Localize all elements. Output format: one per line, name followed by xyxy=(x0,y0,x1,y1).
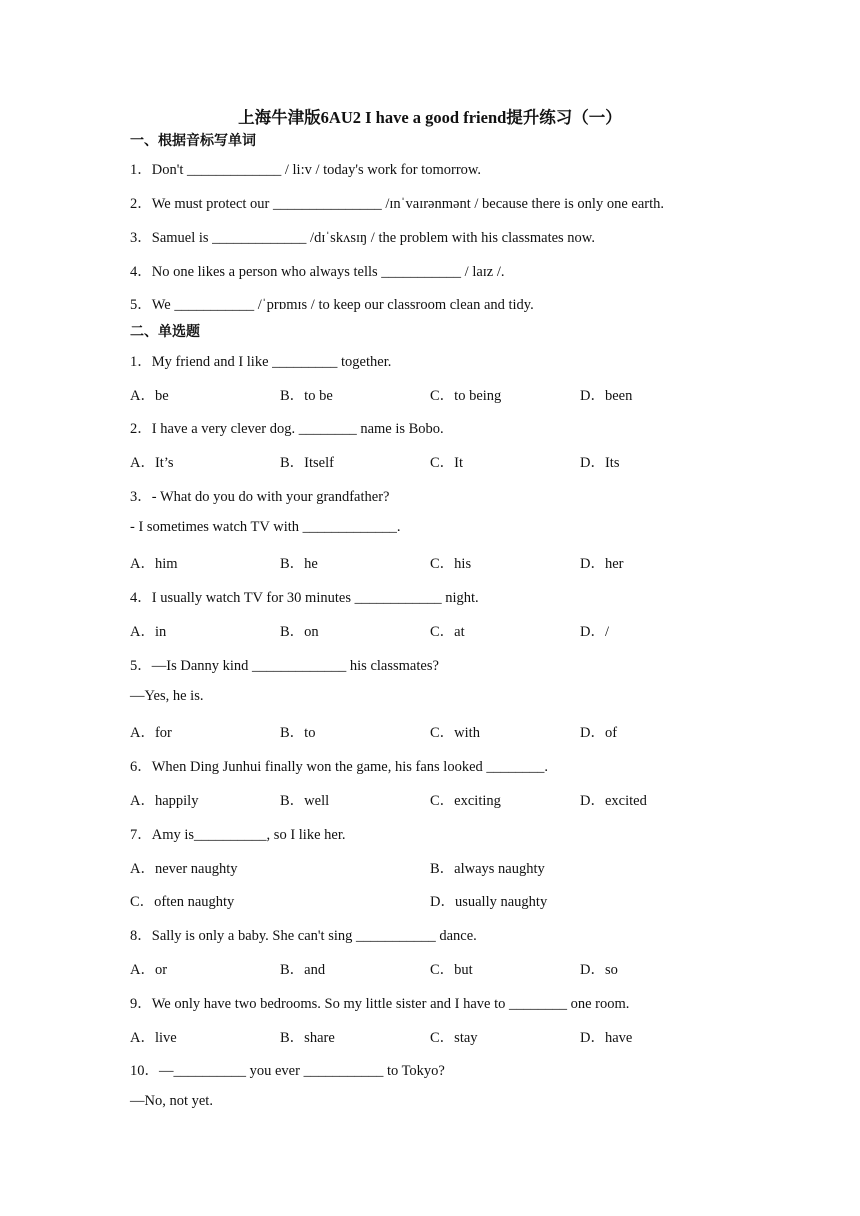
option-b: B．to xyxy=(280,725,316,741)
option-b: B．and xyxy=(280,962,326,978)
option-a: A．or xyxy=(130,962,168,978)
option-b: B．to be xyxy=(280,388,333,404)
option-d: D．/ xyxy=(580,624,609,640)
option-d: D．of xyxy=(580,725,618,741)
option-d: D．Its xyxy=(580,455,620,471)
option-a: A．be xyxy=(130,388,169,404)
option-d: D．so xyxy=(580,962,618,978)
question-stem: 2．I have a very clever dog. ________ name is Bobo. xyxy=(130,421,444,437)
option-a: A．happily xyxy=(130,793,199,809)
option-d: D．excited xyxy=(580,793,647,809)
option-c: C．to being xyxy=(430,388,502,404)
question-stem-continued: - I sometimes watch TV with _____________. xyxy=(130,519,401,535)
option-c: C．with xyxy=(430,725,480,741)
question-stem: 6．When Ding Junhui finally won the game, his fans looked ________. xyxy=(130,759,549,775)
option-c: C．exciting xyxy=(430,793,501,809)
option-c: C．It xyxy=(430,455,464,471)
question-stem: 7．Amy is__________, so I like her. xyxy=(130,827,346,843)
phonetic-question-4: 4．No one likes a person who always tells ___________ / laɪz /. xyxy=(130,264,505,280)
option-b: B．share xyxy=(280,1030,335,1046)
option-a: A．live xyxy=(130,1030,177,1046)
option-a: A．in xyxy=(130,624,167,640)
option-c: C．often naughty xyxy=(130,894,235,910)
option-b: B．he xyxy=(280,556,318,572)
question-stem: 3．- What do you do with your grandfather? xyxy=(130,489,390,505)
question-stem: 8．Sally is only a baby. She can't sing ___________ dance. xyxy=(130,928,477,944)
question-stem: 9．We only have two bedrooms. So my little sister and I have to ________ one room. xyxy=(130,996,630,1012)
option-a: A．for xyxy=(130,725,172,741)
phonetic-question-1: 1．Don't _____________ / li:v / today's work for tomorrow. xyxy=(130,162,482,178)
option-d: D．been xyxy=(580,388,633,404)
option-a: A．him xyxy=(130,556,178,572)
question-stem-continued: —Yes, he is. xyxy=(130,688,204,704)
option-d: D．usually naughty xyxy=(430,894,548,910)
option-c: C．his xyxy=(430,556,472,572)
question-stem: 5．—Is Danny kind _____________ his classmates? xyxy=(130,658,439,674)
phonetic-question-3: 3．Samuel is _____________ /dɪˈskʌsɪŋ / the problem with his classmates now. xyxy=(130,230,595,246)
option-c: C．but xyxy=(430,962,473,978)
option-b: B．always naughty xyxy=(430,861,545,877)
option-c: C．at xyxy=(430,624,465,640)
section-heading-phonetics: 一、根据音标写单词 xyxy=(130,133,256,149)
option-a: A．never naughty xyxy=(130,861,238,877)
option-b: B．well xyxy=(280,793,330,809)
section-heading-multiple-choice: 二、单选题 xyxy=(130,324,200,340)
option-b: B．Itself xyxy=(280,455,334,471)
option-d: D．her xyxy=(580,556,624,572)
question-stem: 10．—__________ you ever ___________ to Tokyo? xyxy=(130,1063,445,1079)
phonetic-question-5: 5．We ___________ /ˈprɒmɪs / to keep our classroom clean and tidy. xyxy=(130,297,534,313)
page-title: 上海牛津版6AU2 I have a good friend提升练习（一） xyxy=(238,108,622,127)
option-c: C．stay xyxy=(430,1030,478,1046)
phonetic-question-2: 2．We must protect our _______________ /ɪnˈvaɪrənmənt / because there is only one earth. xyxy=(130,196,664,212)
question-stem: 4．I usually watch TV for 30 minutes ____________ night. xyxy=(130,590,479,606)
option-b: B．on xyxy=(280,624,319,640)
question-stem: 1．My friend and I like _________ together. xyxy=(130,354,392,370)
question-stem-continued: —No, not yet. xyxy=(130,1093,213,1109)
option-a: A．It’s xyxy=(130,455,174,471)
option-d: D．have xyxy=(580,1030,633,1046)
